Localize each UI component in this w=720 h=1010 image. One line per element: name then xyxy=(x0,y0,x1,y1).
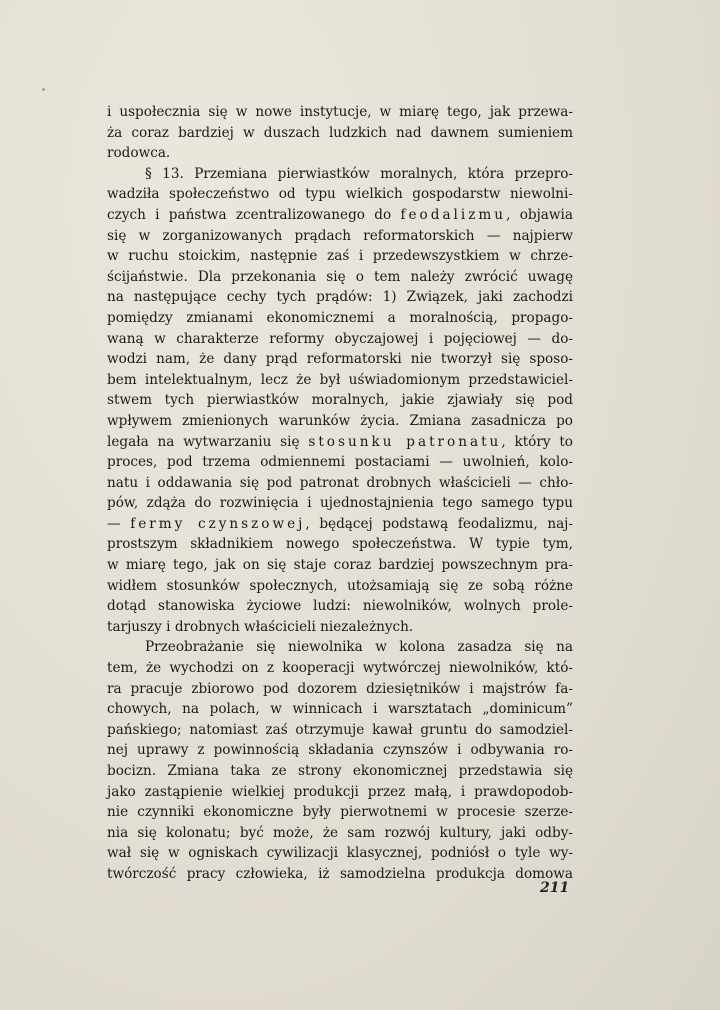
text-line: bocizn. Zmiana taka ze strony ekonomicznej przedstawia się xyxy=(107,763,573,779)
text-line: — fermy czynszowej, będącej podstawą feodalizmu, naj- xyxy=(107,515,573,532)
text-line: tarjuszy i drobnych właścicieli niezależnych. xyxy=(107,618,414,635)
text-line: wał się w ogniskach cywilizacji klasycznej, podniósł o tyle wy- xyxy=(107,845,573,862)
section-heading-line: § 13. Przemiana pierwiastków moralnych, która przepro- xyxy=(145,165,573,182)
text-line: ra pracuje zbiorowo pod dozorem dziesiętników i majstrów fa- xyxy=(107,680,573,697)
text-line: natu i oddawania się pod patronat drobnych właścicieli — chło- xyxy=(107,474,573,491)
text-line: bem intelektualnym, lecz że był uświadomionym przedstawiciel- xyxy=(107,371,573,388)
text-line: nia się kolonatu; być może, że sam rozwój kultury, jaki odby- xyxy=(107,824,573,841)
paper-speck xyxy=(42,88,45,91)
text-line: pomiędzy zmianami ekonomicznemi a moralnością, propago- xyxy=(107,309,573,326)
text-line: pów, zdąża do rozwinięcia i ujednostajnienia tego samego typu xyxy=(107,495,573,512)
text-line: stwem tych pierwiastków moralnych, jakie zjawiały się pod xyxy=(107,392,573,409)
text-line: ścijaństwie. Dla przekonania się o tem należy zwrócić uwagę xyxy=(107,268,573,285)
text-line: się w zorganizowanych prądach reformatorskich — najpierw xyxy=(107,227,573,244)
text-line: w miarę tego, jak on się staje coraz bardziej powszechnym pra- xyxy=(107,557,573,574)
text-line: dotąd stanowiska życiowe ludzi: niewolników, wolnych prole- xyxy=(107,598,573,615)
text-line: pańskiego; natomiast zaś otrzymuje kawał gruntu do samodziel- xyxy=(107,721,573,738)
text-line: twórczość pracy człowieka, iż samodzielna produkcja domowa xyxy=(107,865,573,882)
body-text xyxy=(107,102,573,885)
text-line: na następujące cechy tych prądów: 1) Związek, jaki zachodzi xyxy=(107,289,573,306)
spaced-term: stosunku patronatu xyxy=(308,433,502,450)
text-line: legała na wytwarzaniu się stosunku patronatu, który to xyxy=(107,433,573,450)
page-number: 211 xyxy=(540,880,570,896)
text-line: rodowca. xyxy=(107,145,171,162)
text-line: ża coraz bardziej w duszach ludzkich nad dawnem sumieniem xyxy=(107,124,573,141)
text-line: tem, że wychodzi on z kooperacji wytwórczej niewolników, któ- xyxy=(107,660,573,677)
spaced-term: feodalizmu xyxy=(400,206,507,223)
text-line: jako zastąpienie wielkiej produkcji przez małą, i prawdopodob- xyxy=(107,783,573,800)
text-line: czych i państwa zcentralizowanego do feodalizmu, objawia xyxy=(107,206,573,223)
text-line: nie czynniki ekonomiczne były pierwotnemi w procesie szerze- xyxy=(107,804,573,821)
text-line: prostszym składnikiem nowego społeczeństwa. W typie tym, xyxy=(107,536,573,553)
text-line: i uspołecznia się w nowe instytucje, w miarę tego, jak przewa- xyxy=(107,104,573,120)
text-line: widłem stosunków społecznych, utożsamiają się ze sobą różne xyxy=(107,577,573,594)
paragraph-start-line: Przeobrażanie się niewolnika w kolona zasadza się na xyxy=(145,639,573,656)
text-line: waną w charakterze reformy obyczajowej i pojęciowej — do- xyxy=(107,330,573,347)
text-line: nej uprawy z powinnością składania czynszów i odbywania ro- xyxy=(107,742,573,759)
text-line: wodzi nam, że dany prąd reformatorski nie tworzył się sposo- xyxy=(107,351,573,368)
text-line: w ruchu stoickim, następnie zaś i przedewszystkiem w chrze- xyxy=(107,248,573,265)
text-line: chowych, na polach, w winnicach i warsztatach „dominicum” xyxy=(107,701,573,718)
text-line: wadziła społeczeństwo od typu wielkich gospodarstw niewolni- xyxy=(107,186,573,203)
spaced-term: fermy czynszowej xyxy=(130,515,306,532)
text-line: wpływem zmienionych warunków życia. Zmiana zasadnicza po xyxy=(107,412,573,429)
text-line: proces, pod trzema odmiennemi postaciami — uwolnień, kolo- xyxy=(107,454,573,471)
